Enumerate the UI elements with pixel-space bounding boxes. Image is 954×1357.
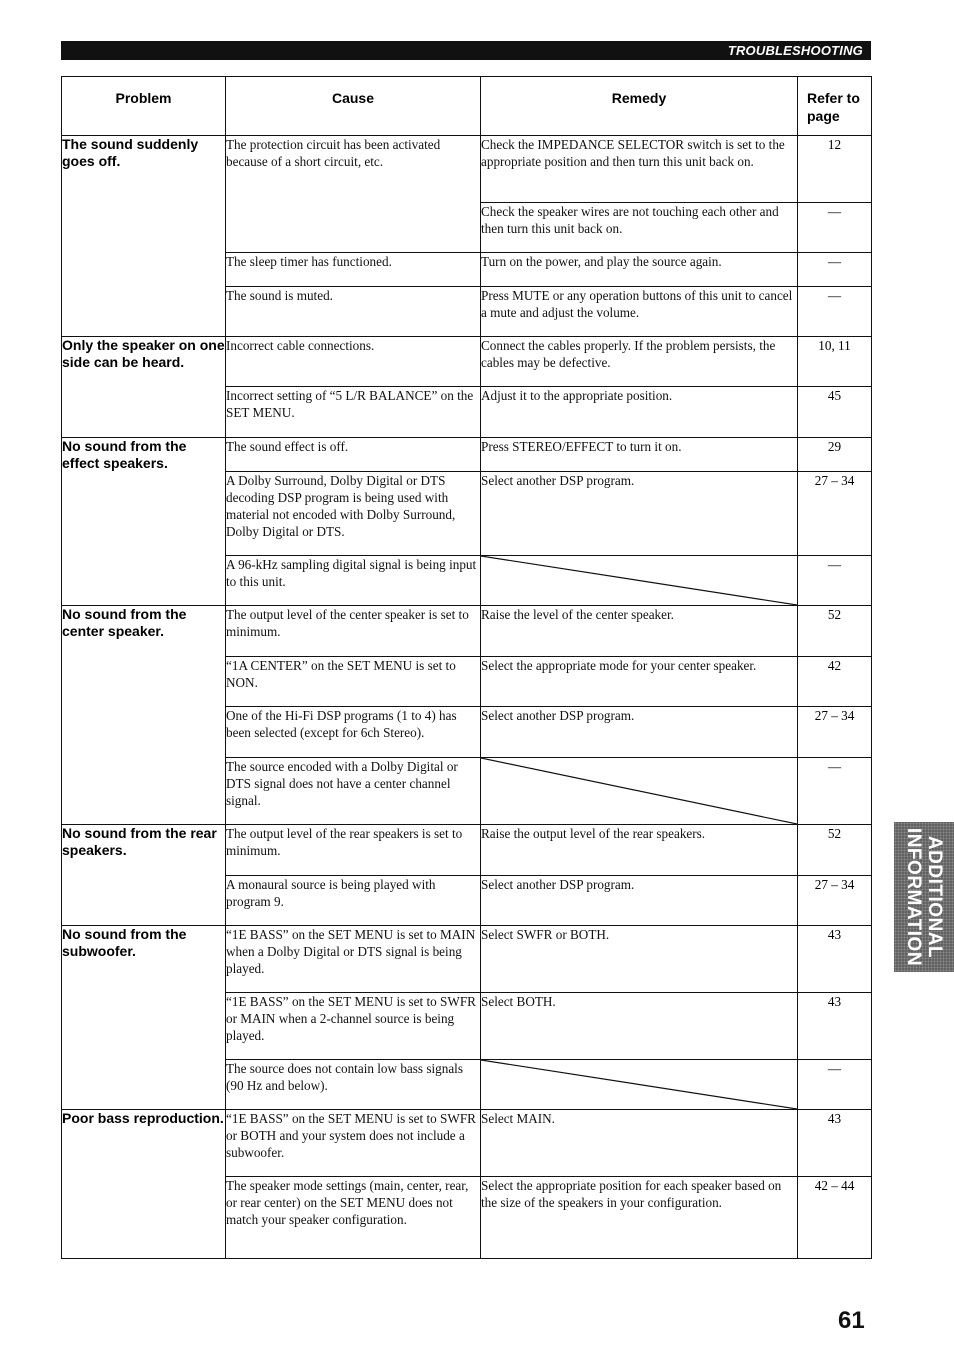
remedy-cell: Raise the output level of the rear speakers.: [481, 825, 798, 876]
cause-cell: The output level of the center speaker is set to minimum.: [226, 606, 481, 657]
page-ref-cell: 12: [798, 136, 872, 203]
page-ref-cell: 27 – 34: [798, 472, 872, 556]
column-header-remedy: Remedy: [481, 77, 798, 136]
table-row: [62, 926, 872, 993]
page-ref-cell: 29: [798, 438, 872, 472]
no-remedy-diagonal: [481, 758, 798, 825]
troubleshooting-table: [61, 76, 872, 1259]
remedy-cell: Turn on the power, and play the source again.: [481, 253, 798, 287]
table-row: [62, 438, 872, 472]
cause-cell: A Dolby Surround, Dolby Digital or DTS decoding DSP program is being used with material not encoded with Dolby Surround, Dolby Digital or DTS.: [226, 472, 481, 556]
table-row: [62, 136, 872, 203]
diagonal-strike: [481, 758, 797, 824]
page-ref-cell: 52: [798, 825, 872, 876]
cause-cell: “1E BASS” on the SET MENU is set to SWFR or MAIN when a 2-channel source is being played.: [226, 993, 481, 1060]
page-ref-cell: —: [798, 253, 872, 287]
cause-cell: One of the Hi-Fi DSP programs (1 to 4) has been selected (except for 6ch Stereo).: [226, 707, 481, 758]
remedy-cell: Select MAIN.: [481, 1110, 798, 1177]
remedy-cell: Adjust it to the appropriate position.: [481, 387, 798, 438]
remedy-cell: Connect the cables properly. If the problem persists, the cables may be defective.: [481, 337, 798, 387]
problem-cell: No sound from the subwoofer.: [62, 926, 226, 1110]
remedy-cell: Select BOTH.: [481, 993, 798, 1060]
remedy-cell: Select the appropriate mode for your center speaker.: [481, 657, 798, 707]
side-tab-line-1: ADDITIONAL: [924, 835, 945, 959]
no-remedy-diagonal: [481, 556, 798, 606]
page-ref-cell: 43: [798, 993, 872, 1060]
remedy-cell: Select SWFR or BOTH.: [481, 926, 798, 993]
page-ref-cell: 45: [798, 387, 872, 438]
problem-cell: No sound from the center speaker.: [62, 606, 226, 825]
cause-cell: “1A CENTER” on the SET MENU is set to NON.: [226, 657, 481, 707]
section-side-tab: [894, 822, 954, 972]
problem-cell: The sound suddenly goes off.: [62, 136, 226, 337]
problem-cell: Only the speaker on one side can be heard.: [62, 337, 226, 438]
remedy-cell: Select the appropriate position for each speaker based on the size of the speakers in your configuration.: [481, 1177, 798, 1259]
cause-cell: A monaural source is being played with program 9.: [226, 876, 481, 926]
page-ref-cell: 52: [798, 606, 872, 657]
cause-cell: Incorrect setting of “5 L/R BALANCE” on the SET MENU.: [226, 387, 481, 438]
column-header-refer: Refer to page: [798, 77, 872, 136]
remedy-cell: Select another DSP program.: [481, 472, 798, 556]
page-ref-cell: 43: [798, 1110, 872, 1177]
page-ref-cell: —: [798, 1060, 872, 1110]
page-ref-cell: 43: [798, 926, 872, 993]
cause-cell: “1E BASS” on the SET MENU is set to MAIN when a Dolby Digital or DTS signal is being played.: [226, 926, 481, 993]
remedy-cell: Press MUTE or any operation buttons of this unit to cancel a mute and adjust the volume.: [481, 287, 798, 337]
remedy-cell: Check the IMPEDANCE SELECTOR switch is set to the appropriate position and then turn this unit back on.: [481, 136, 798, 203]
section-title: TROUBLESHOOTING: [727, 43, 863, 58]
page-ref-cell: 27 – 34: [798, 876, 872, 926]
problem-cell: Poor bass reproduction.: [62, 1110, 226, 1259]
cause-cell: Incorrect cable connections.: [226, 337, 481, 387]
diagonal-strike: [481, 556, 797, 605]
side-tab-label: [903, 828, 945, 966]
section-header-bar: [61, 41, 871, 60]
column-header-problem: Problem: [62, 77, 226, 136]
cause-cell: The source does not contain low bass signals (90 Hz and below).: [226, 1060, 481, 1110]
remedy-cell: Raise the level of the center speaker.: [481, 606, 798, 657]
side-tab-line-2: INFORMATION: [903, 827, 924, 967]
column-header-cause: Cause: [226, 77, 481, 136]
problem-cell: No sound from the rear speakers.: [62, 825, 226, 926]
cause-cell: “1E BASS” on the SET MENU is set to SWFR or BOTH and your system does not include a subwoofer.: [226, 1110, 481, 1177]
cause-cell: The output level of the rear speakers is set to minimum.: [226, 825, 481, 876]
table-row: [62, 606, 872, 657]
page-number: 61: [838, 1307, 865, 1334]
cause-cell: The source encoded with a Dolby Digital or DTS signal does not have a center channel signal.: [226, 758, 481, 825]
remedy-cell: Select another DSP program.: [481, 876, 798, 926]
page-ref-cell: 42: [798, 657, 872, 707]
table-row: [62, 337, 872, 387]
cause-cell: The sound effect is off.: [226, 438, 481, 472]
cause-cell: The sound is muted.: [226, 287, 481, 337]
cause-cell: A 96-kHz sampling digital signal is being input to this unit.: [226, 556, 481, 606]
diagonal-strike: [481, 1060, 797, 1109]
remedy-cell: Check the speaker wires are not touching each other and then turn this unit back on.: [481, 203, 798, 253]
table-row: [62, 1110, 872, 1177]
remedy-cell: Press STEREO/EFFECT to turn it on.: [481, 438, 798, 472]
no-remedy-diagonal: [481, 1060, 798, 1110]
page-ref-cell: 10, 11: [798, 337, 872, 387]
page-ref-cell: 27 – 34: [798, 707, 872, 758]
problem-cell: No sound from the effect speakers.: [62, 438, 226, 606]
page-ref-cell: 42 – 44: [798, 1177, 872, 1259]
page-ref-cell: —: [798, 556, 872, 606]
remedy-cell: Select another DSP program.: [481, 707, 798, 758]
page-ref-cell: —: [798, 287, 872, 337]
cause-cell: The sleep timer has functioned.: [226, 253, 481, 287]
page-ref-cell: —: [798, 758, 872, 825]
table-row: [62, 825, 872, 876]
cause-cell: The protection circuit has been activated because of a short circuit, etc.: [226, 136, 481, 253]
page-ref-cell: —: [798, 203, 872, 253]
cause-cell: The speaker mode settings (main, center, rear, or rear center) on the SET MENU does not match your speaker configuration.: [226, 1177, 481, 1259]
table-header-row: [62, 77, 872, 136]
